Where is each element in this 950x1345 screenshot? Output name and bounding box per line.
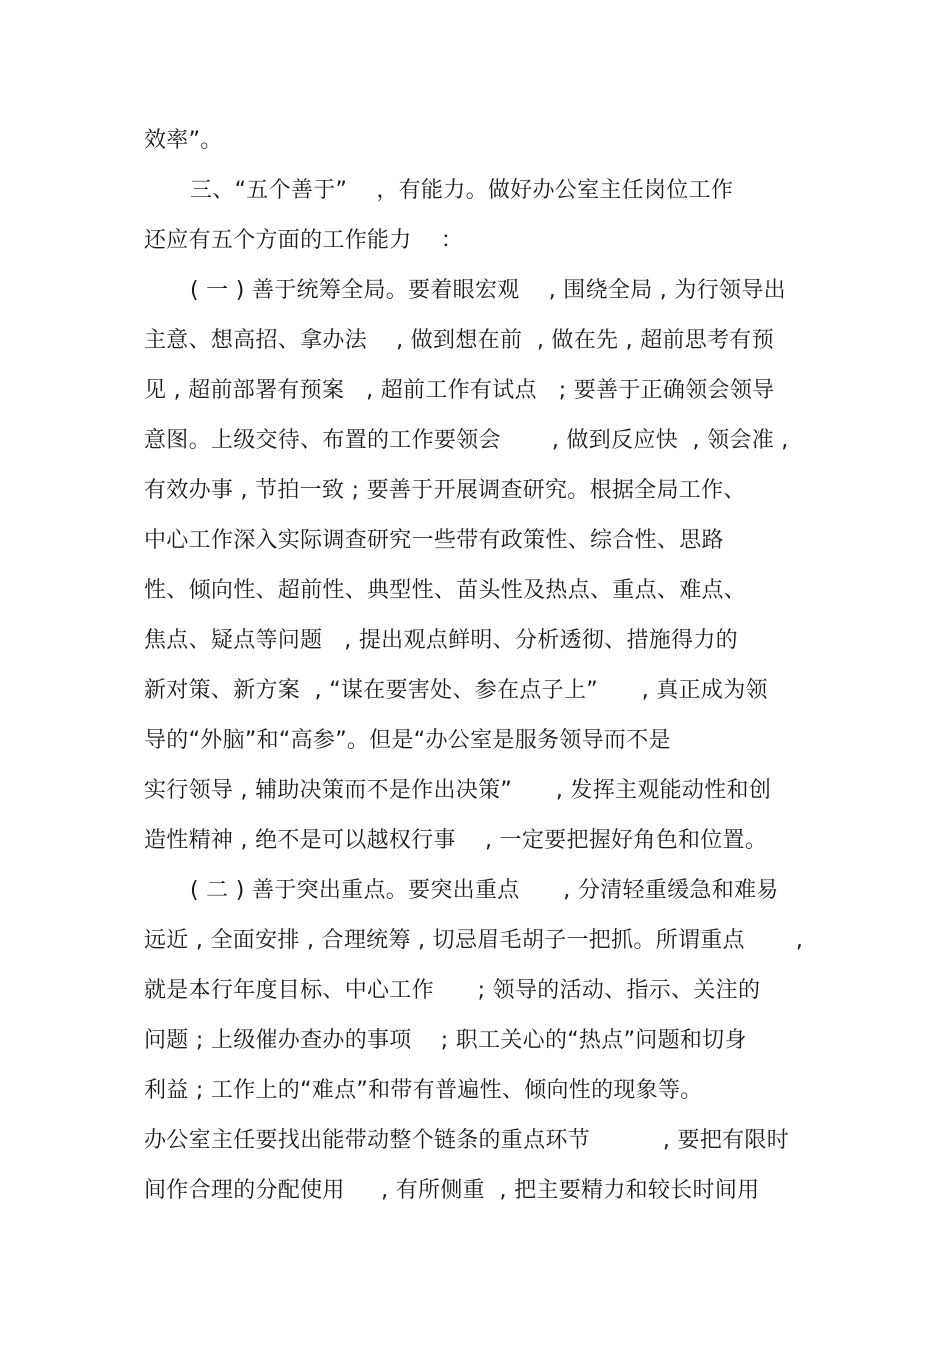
text-line-18: 就是本行年度目标、中心工作 ; 领导的活动、指示、关注的 xyxy=(144,978,761,1003)
text-line-21: 办公室主任要找出能带动整个链条的重点环节 , 要把有限时 xyxy=(144,1128,790,1153)
text-line-17: 远近 , 全面安排 , 合理统筹 , 切忌眉毛胡子一把抓。所谓重点 , xyxy=(144,928,804,953)
text-line-6: 见 , 超前部署有预案 , 超前工作有试点 ; 要善于正确领会领导 xyxy=(144,378,775,403)
subsection-2-heading-line: ( 二 ) 善于突出重点。要突出重点 , 分清轻重缓急和难易 xyxy=(190,878,779,903)
text-line-9: 中心工作深入实际调查研究一些带有政策性、综合性、思路 xyxy=(144,528,724,553)
text-line-22: 间作合理的分配使用 , 有所侧重 , 把主要精力和较长时间用 xyxy=(144,1178,760,1203)
text-line-10: 性、倾向性、超前性、典型性、苗头性及热点、重点、难点、 xyxy=(144,578,747,603)
text-line-8: 有效办事 , 节拍一致 ; 要善于开展调查研究。根据全局工作、 xyxy=(144,478,746,503)
text-line-3: 还应有五个方面的工作能力 ： xyxy=(144,228,464,253)
subsection-1-heading-line: ( 一 ) 善于统筹全局。要着眼宏观 , 围绕全局 , 为行领导出 xyxy=(190,278,786,303)
text-line-12: 新对策、新方案 , “谋在要害处、参在点子上” , 真正成为领 xyxy=(144,678,768,703)
text-line-20: 利益 ; 工作上的“难点”和带有普遍性、倾向性的现象等。 xyxy=(144,1078,703,1103)
text-line-1: 效率”。 xyxy=(144,128,223,153)
text-line-15: 造性精神 , 绝不是可以越权行事 , 一定要把握好角色和位置。 xyxy=(144,828,768,853)
section-heading-line: 三、“五个善于” ，有能力。做好办公室主任岗位工作 xyxy=(190,178,734,203)
text-line-5: 主意、想高招、拿办法 , 做到想在前 , 做在先 , 超前思考有预 xyxy=(144,328,775,353)
text-line-13: 导的“外脑”和“高参”。但是“办公室是服务领导而不是 xyxy=(144,728,671,753)
text-line-14: 实行领导 , 辅助决策而不是作出决策” , 发挥主观能动性和创 xyxy=(144,778,772,803)
text-line-7: 意图。上级交待、布置的工作要领会 , 做到反应快 , 领会准 , xyxy=(144,428,789,453)
text-line-11: 焦点、疑点等问题 , 提出观点鲜明、分析透彻、措施得力的 xyxy=(144,628,738,653)
text-line-19: 问题 ; 上级催办查办的事项 ; 职工关心的“热点”问题和切身 xyxy=(144,1028,747,1053)
